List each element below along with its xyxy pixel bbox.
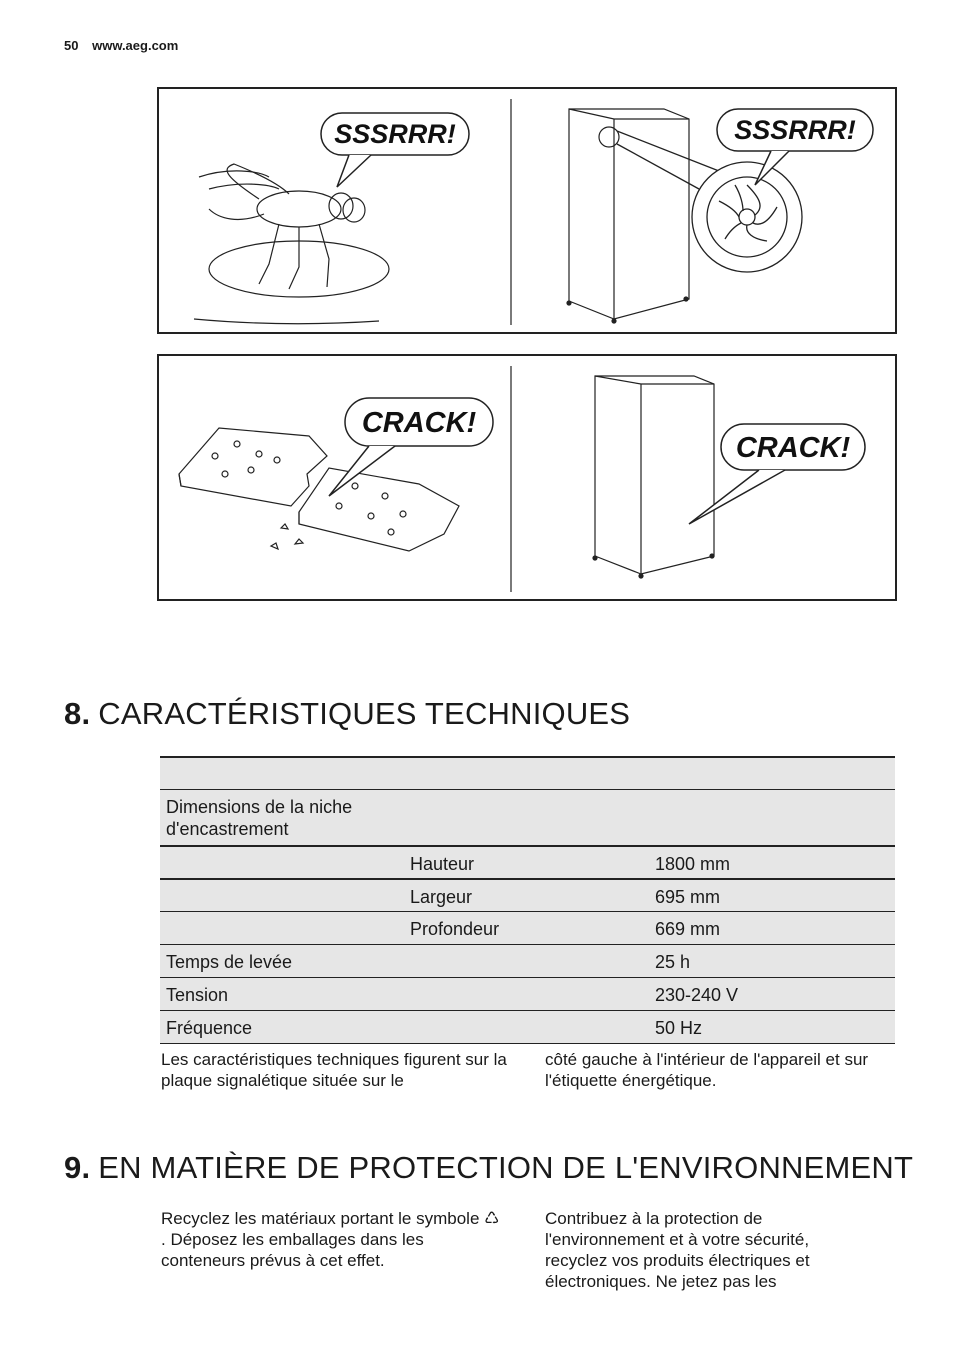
table-cell: 1800 mm (655, 854, 731, 874)
table-row (160, 977, 895, 1010)
table-row (160, 944, 895, 977)
table-cell: Profondeur (410, 919, 500, 939)
section-9-text-right: Contribuez à la protection de l'environnement et à votre sécurité, recyclez vos produits électriques et électroniques. Ne jetez pas les (545, 1209, 810, 1291)
fly-icon (194, 164, 389, 324)
table-cell: Fréquence (166, 1018, 253, 1038)
crack-illustration-svg (159, 356, 895, 599)
bubble-right-crack-text: CRACK! (735, 432, 851, 464)
table-cell: 25 h (655, 952, 691, 972)
speech-bubble-left-crack (329, 398, 493, 496)
website-link[interactable]: www.aeg.com (92, 38, 179, 53)
table-row (160, 1010, 895, 1043)
section-8-title (64, 696, 630, 732)
table-cell: Hauteur (410, 854, 475, 874)
table-row (160, 789, 895, 845)
section-9-title (64, 1150, 913, 1186)
section-9-number: 9. (64, 1150, 91, 1185)
table-cell: Largeur (410, 887, 473, 907)
noise-illustration-svg (159, 89, 895, 332)
technical-specs-table (160, 756, 895, 1044)
section-8-text-left: Les caractéristiques techniques figurent sur la plaque signalétique située sur le (161, 1050, 507, 1090)
section-9-text-left: Recyclez les matériaux portant le symbole ♺ . Déposez les emballages dans les conteneurs prévus à cet effet. (161, 1209, 500, 1270)
speech-bubble-left (321, 113, 469, 187)
page-header (64, 38, 178, 53)
speech-bubble-right-crack (689, 424, 865, 524)
table-bottom-border (160, 1043, 895, 1044)
fridge-icon (567, 109, 689, 323)
page-number: 50 (64, 38, 79, 53)
section-8-heading: CARACTÉRISTIQUES TECHNIQUES (98, 696, 631, 731)
section-9-heading: EN MATIÈRE DE PROTECTION DE L'ENVIRONNEMENT (98, 1150, 914, 1185)
illustration-noise-fan (157, 87, 897, 334)
table-cell: 695 mm (655, 887, 721, 907)
table-cell: 50 Hz (655, 1018, 703, 1038)
section-8-text-right: côté gauche à l'intérieur de l'appareil et sur l'étiquette énergétique. (545, 1050, 869, 1090)
bubble-left-text: SSSRRR! (334, 119, 456, 149)
table-row (160, 845, 895, 878)
table-cell: Temps de levée (166, 952, 293, 972)
fridge-icon-2 (593, 376, 714, 578)
table-cell: 230-240 V (655, 985, 739, 1005)
table-row (160, 756, 895, 789)
section-8-number: 8. (64, 696, 91, 731)
table-cell: Tension (166, 985, 229, 1005)
table-row (160, 911, 895, 944)
table-row (160, 878, 895, 911)
illustration-crack (157, 354, 897, 601)
bubble-left-crack-text: CRACK! (361, 407, 477, 439)
table-cell: Dimensions de la niche d'encastrement (166, 797, 353, 839)
bubble-right-text: SSSRRR! (734, 115, 856, 145)
table-cell: 669 mm (655, 919, 721, 939)
